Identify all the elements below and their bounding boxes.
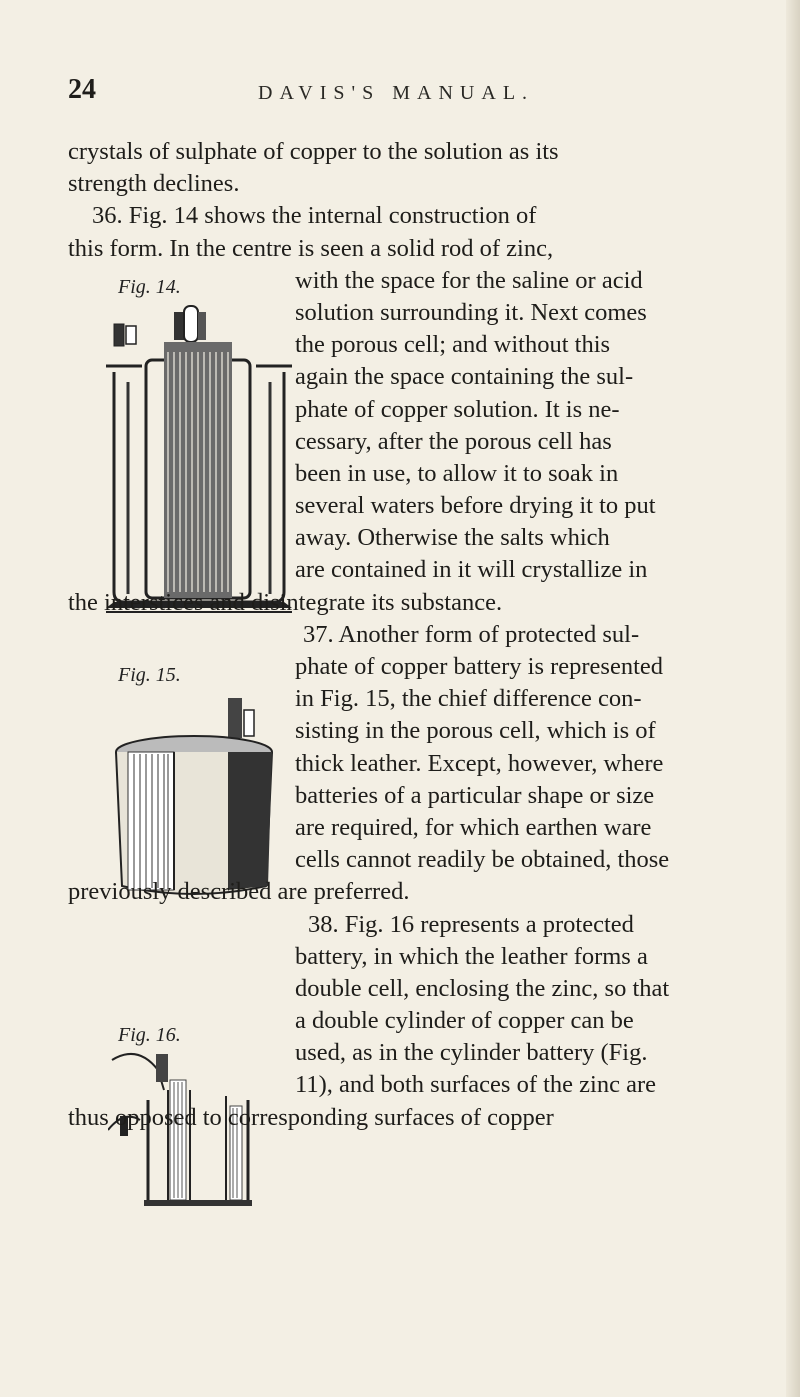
text-line: are required, for which earthen ware: [295, 813, 652, 841]
text-line: strength declines.: [68, 170, 240, 198]
text-line: used, as in the cylinder battery (Fig.: [295, 1039, 648, 1067]
fig-14-label: Fig. 14.: [118, 276, 181, 298]
text-line: cessary, after the porous cell has: [295, 427, 612, 455]
text-line: several waters before drying it to put: [295, 492, 656, 520]
text-line: cells cannot readily be obtained, those: [295, 846, 670, 874]
text-line: the porous cell; and without this: [295, 331, 611, 359]
text-line: sisting in the porous cell, which is of: [295, 717, 656, 745]
text-line: the interstices and disintegrate its substance.: [68, 588, 503, 616]
text-line: in Fig. 15, the chief difference con-: [295, 685, 642, 713]
text-line: been in use, to allow it to soak in: [295, 459, 619, 487]
text-line: crystals of sulphate of copper to the solution as its: [68, 138, 559, 165]
fig-15-label: Fig. 15.: [118, 664, 181, 686]
fig-16-label: Fig. 16.: [118, 1024, 181, 1046]
text-line: previously described are preferred.: [68, 878, 410, 906]
text-line: thus opposed to corresponding surfaces of copper: [68, 1103, 554, 1131]
paragraph-38-start: 38. Fig. 16 represents a protected: [308, 910, 634, 938]
body-text: [68, 136, 768, 1134]
text-line: battery, in which the leather forms a: [295, 942, 648, 970]
text-line: thick leather. Except, however, where: [295, 749, 664, 777]
page-header: [68, 74, 748, 114]
text-line: double cell, enclosing the zinc, so that: [295, 974, 670, 1002]
paragraph-36-start: 36. Fig. 14 shows the internal construction of: [92, 202, 537, 230]
text-line: 11), and both surfaces of the zinc are: [295, 1071, 656, 1099]
text-line: batteries of a particular shape or size: [295, 781, 655, 809]
text-line: away. Otherwise the salts which: [295, 524, 610, 552]
text-line: solution surrounding it. Next comes: [295, 298, 647, 326]
page-number: 24: [68, 74, 96, 105]
running-title: DAVIS'S MANUAL.: [258, 82, 535, 104]
paragraph-37-start: 37. Another form of protected sul-: [303, 620, 640, 648]
text-line: phate of copper battery is represented: [295, 653, 664, 680]
text-line: with the space for the saline or acid: [295, 266, 643, 294]
page-edge: [786, 0, 800, 1397]
text-line: are contained in it will crystallize in: [295, 556, 648, 584]
text-line: phate of copper solution. It is ne-: [295, 395, 620, 423]
text-line: a double cylinder of copper can be: [295, 1007, 634, 1035]
text-line: this form. In the centre is seen a solid rod of zinc,: [68, 234, 554, 262]
text-line: again the space containing the sul-: [295, 363, 634, 391]
